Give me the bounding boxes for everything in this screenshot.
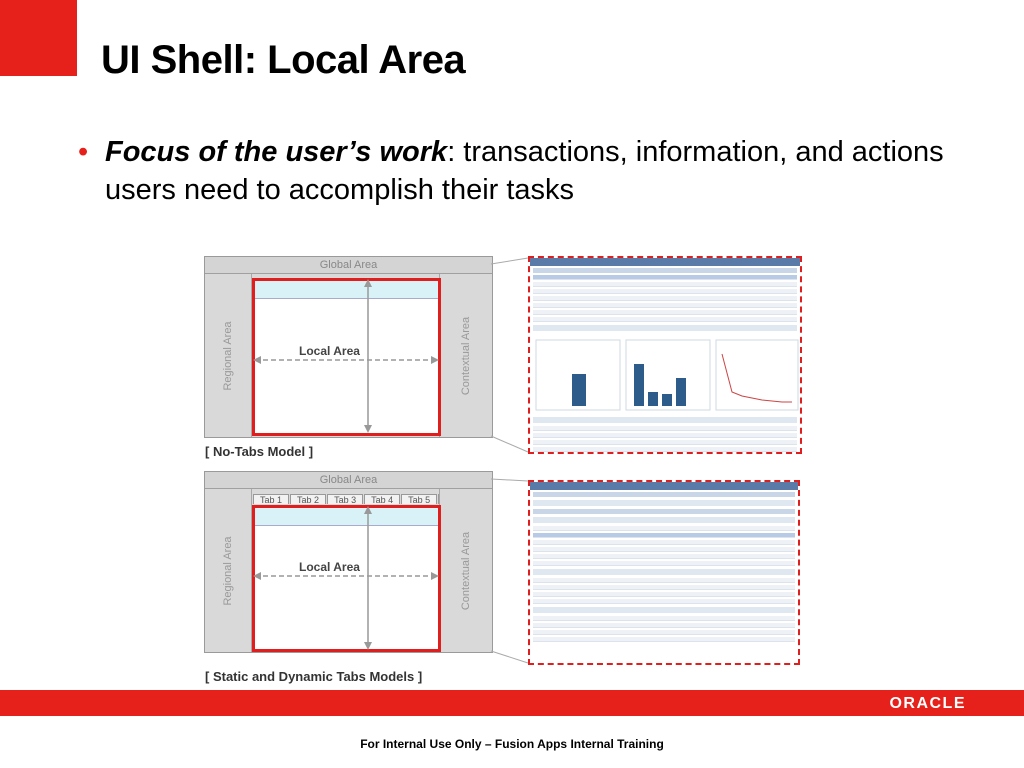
tab-1: Tab 1 (253, 494, 289, 504)
bullet-point (78, 133, 998, 209)
tab-3: Tab 3 (327, 494, 363, 504)
contextual-area-label: Contextual Area (460, 531, 472, 610)
tab-2: Tab 2 (290, 494, 326, 504)
oracle-logo: ORACLE (889, 695, 966, 712)
tab-4: Tab 4 (364, 494, 400, 504)
bullet-rest: : transactions, information, and actions users need to accomplish their tasks (105, 136, 944, 206)
regional-area-label: Regional Area (222, 535, 234, 606)
bullet-text (105, 133, 998, 209)
footer-band (0, 690, 1024, 716)
footer-text: For Internal Use Only – Fusion Apps Internal Training (360, 737, 664, 751)
red-corner-block (0, 0, 77, 76)
no-tabs-diagram (204, 256, 493, 438)
slide-title: UI Shell: Local Area (101, 38, 466, 82)
tab-5: Tab 5 (401, 494, 437, 504)
regional-area-label: Regional Area (222, 320, 234, 391)
global-area: Global Area (205, 257, 492, 274)
bullet-lead: Focus of the user’s work (105, 136, 448, 168)
no-tabs-caption: [ No-Tabs Model ] (205, 444, 314, 459)
bullet-icon: • (78, 136, 89, 168)
local-area-label: Local Area (299, 344, 360, 358)
thumbnail-charts (532, 334, 802, 414)
tabs-screenshot (528, 480, 800, 665)
local-area-label: Local Area (299, 560, 360, 574)
tabs-diagram (204, 471, 493, 653)
tabs-caption: [ Static and Dynamic Tabs Models ] (205, 669, 423, 684)
no-tabs-screenshot (528, 256, 802, 454)
global-area: Global Area (205, 472, 492, 489)
contextual-area-label: Contextual Area (460, 316, 472, 395)
